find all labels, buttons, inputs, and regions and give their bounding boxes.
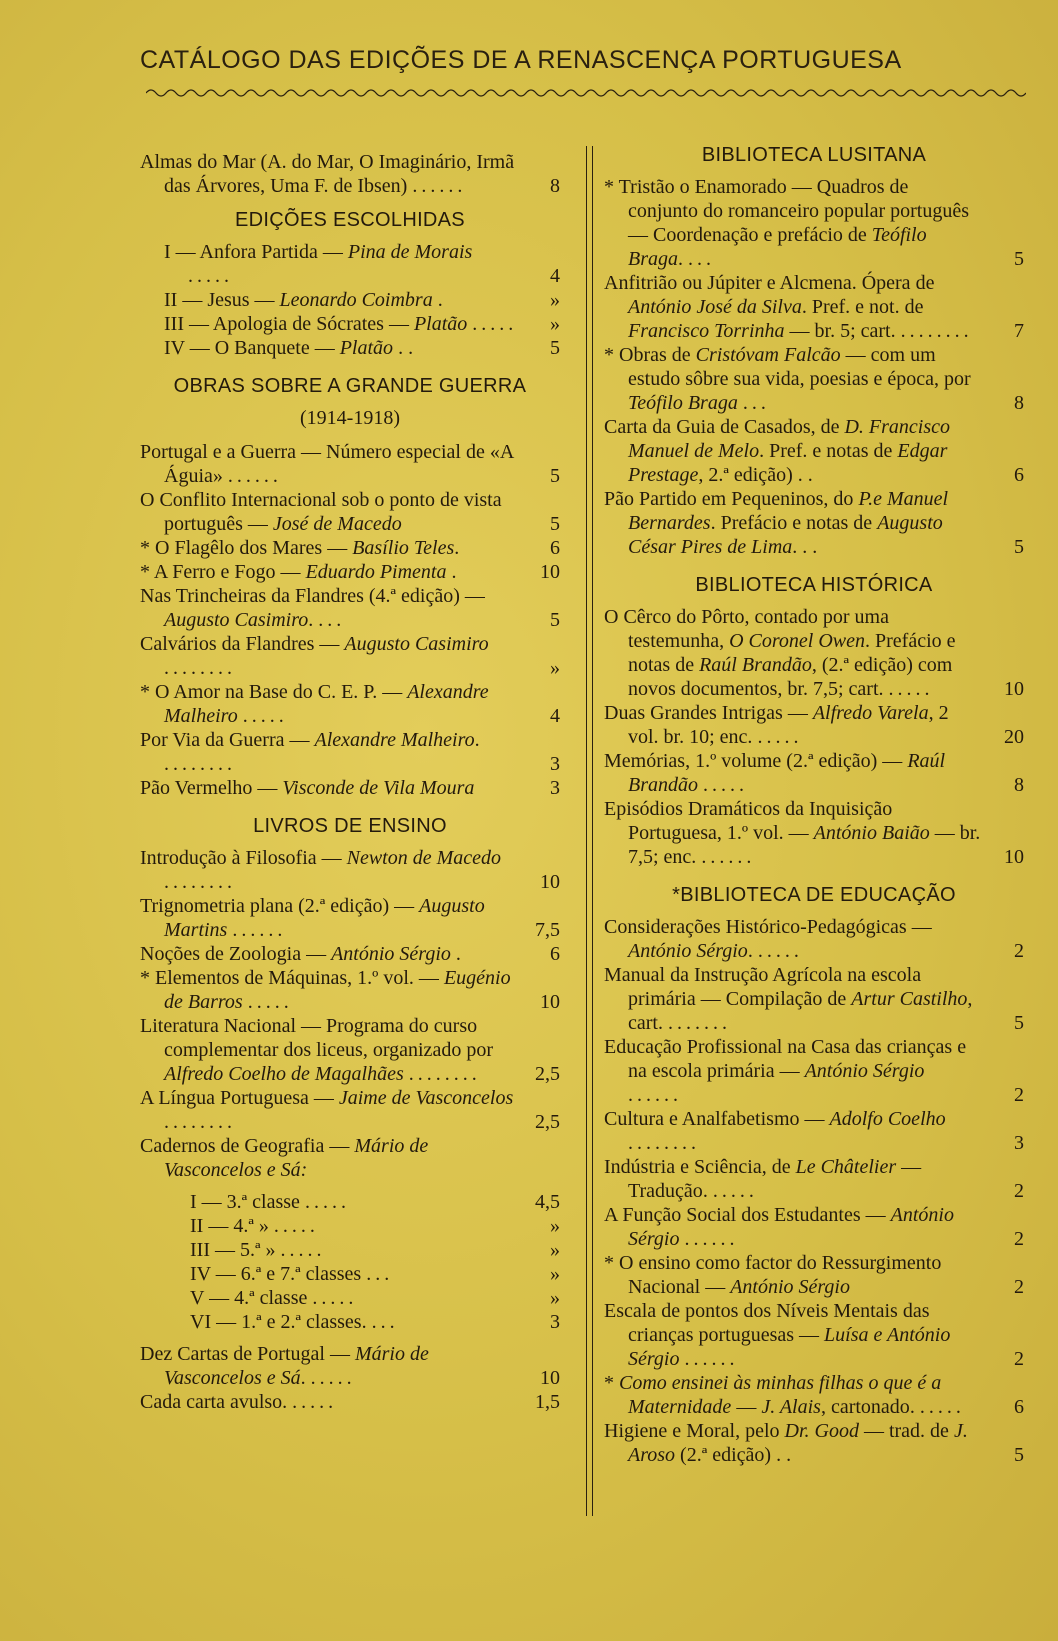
- section-heading: OBRAS SOBRE A GRANDE GUERRA: [173, 375, 527, 397]
- catalog-entry: Calvários da Flandres — Augusto Casimiro ........ »: [140, 633, 560, 679]
- catalog-entry: III — Apologia de Sócrates — Platão ..... »: [164, 313, 560, 335]
- catalog-entry: Almas do Mar (A. do Mar, O Imaginário, Irmã das Árvores, Uma F. de Ibsen) ...... 8: [140, 151, 560, 197]
- catalog-entry: Educação Profissional na Casa das crianças e na escola primária — António Sérgio ...... 2: [604, 1036, 1024, 1106]
- catalog-entry: IV — O Banquete — Platão . . 5: [164, 337, 560, 359]
- catalog-entry: Cadernos de Geografia — Mário de Vasconcelos e Sá:: [140, 1135, 429, 1181]
- catalog-entry: Dez Cartas de Portugal — Mário de Vasconcelos e Sá. ..... 10: [140, 1343, 560, 1389]
- catalog-entry: Higiene e Moral, pelo Dr. Good — trad. de J. Aroso (2.ª edição) . . 5: [604, 1420, 1024, 1466]
- catalog-entry: Noções de Zoologia — António Sérgio . 6: [140, 943, 560, 965]
- catalog-entry: Episódios Dramáticos da Inquisição Portuguesa, 1.º vol. — António Baião — br. 7,5; enc. ...... 10: [604, 798, 1024, 868]
- catalog-entry: * O ensino como factor do Ressurgimento Nacional — António Sérgio 2: [604, 1252, 1024, 1298]
- catalog-subentry: I — 3.ª classe ..... 4,5: [190, 1191, 560, 1213]
- catalog-entry: Portugal e a Guerra — Número especial de «A Águia» ...... 5: [140, 441, 560, 487]
- catalog-entry: Carta da Guia de Casados, de D. Francisco Manuel de Melo. Pref. e notas de Edgar Prestage, 2.ª edição) . . 6: [604, 416, 1024, 486]
- catalog-entry: Manual da Instrução Agrícola na escola primária — Compilação de Artur Castilho, cart. ....... 5: [604, 964, 1024, 1034]
- section-heading: BIBLIOTECA HISTÓRICA: [695, 574, 933, 596]
- catalog-entry: Escala de pontos dos Níveis Mentais das crianças portuguesas — Luísa e António Sérgio ...... 2: [604, 1300, 1024, 1370]
- catalog-entry: Memórias, 1.º volume (2.ª edição) — Raúl Brandão ..... 8: [604, 750, 1024, 796]
- catalog-entry: Por Via da Guerra — Alexandre Malheiro. ........ 3: [140, 729, 560, 775]
- catalog-entry: * Obras de Cristóvam Falcão — com um estudo sôbre sua vida, poesias e época, por Teófilo Braga ... 8: [604, 344, 1024, 414]
- catalog-entry: * A Ferro e Fogo — Eduardo Pimenta . 10: [140, 561, 560, 583]
- catalog-entry: O Conflito Internacional sob o ponto de vista português — José de Macedo 5: [140, 489, 560, 535]
- catalog-entry: * O Amor na Base do C. E. P. — Alexandre Malheiro ..... 4: [140, 681, 560, 727]
- catalog-entry: * Tristão o Enamorado — Quadros de conjunto do romanceiro popular português — Coordenação e prefácio de Teófilo Braga. ... 5: [604, 176, 1024, 270]
- catalog-entry: A Língua Portuguesa — Jaime de Vasconcelos ........ 2,5: [140, 1087, 560, 1133]
- catalog-entry: A Função Social dos Estudantes — António Sérgio ...... 2: [604, 1204, 1024, 1250]
- catalog-entry: Introdução à Filosofia — Newton de Macedo ........ 10: [140, 847, 560, 893]
- catalog-subentry: VI — 1.ª e 2.ª classes. ... 3: [190, 1311, 560, 1333]
- catalog-subentry: IV — 6.ª e 7.ª classes ... »: [190, 1263, 560, 1285]
- catalog-entry: * Como ensinei às minhas filhas o que é a Maternidade — J. Alais, cartonado. ..... 6: [604, 1372, 1024, 1418]
- section-heading: *BIBLIOTECA DE EDUCAÇÃO: [672, 884, 956, 906]
- column-divider: [586, 146, 593, 1516]
- section-heading: LIVROS DE ENSINO: [253, 815, 447, 837]
- catalog-entry: Considerações Histórico-Pedagógicas — António Sérgio. ..... 2: [604, 916, 1024, 962]
- catalog-entry: Cultura e Analfabetismo — Adolfo Coelho ........ 3: [604, 1108, 1024, 1154]
- catalog-entry: Trignometria plana (2.ª edição) — Augusto Martins ...... 7,5: [140, 895, 560, 941]
- catalog-entry: * Elementos de Máquinas, 1.º vol. — Eugénio de Barros ..... 10: [140, 967, 560, 1013]
- catalog-entry: I — Anfora Partida — Pina de Morais ..... 4: [164, 241, 560, 287]
- catalog-subentry: V — 4.ª classe ..... »: [190, 1287, 560, 1309]
- catalog-entry: Pão Partido em Pequeninos, do P.e Manuel Bernardes. Prefácio e notas de Augusto César Pires de Lima. . . 5: [604, 488, 1024, 558]
- section-heading: EDIÇÕES ESCOLHIDAS: [235, 209, 465, 231]
- catalog-entry: Pão Vermelho — Visconde de Vila Moura 3: [140, 777, 560, 799]
- section-heading: BIBLIOTECA LUSITANA: [701, 144, 927, 166]
- catalog-entry: Duas Grandes Intrigas — Alfredo Varela, 2 vol. br. 10; enc. ..... 20: [604, 702, 1024, 748]
- catalog-entry: Indústria e Sciência, de Le Châtelier — Tradução. ..... 2: [604, 1156, 1024, 1202]
- catalog-subentry: II — 4.ª » ..... »: [190, 1215, 560, 1237]
- catalog-entry: Nas Trincheiras da Flandres (4.ª edição) — Augusto Casimiro. ... 5: [140, 585, 560, 631]
- catalog-entry: O Cêrco do Pôrto, contado por uma testemunha, O Coronel Owen. Prefácio e notas de Raúl Brandão, (2.ª edição) com novos documentos, br. 7,5; cart. ..... 10: [604, 606, 1024, 700]
- left-column: [140, 150, 560, 1414]
- right-column: [604, 143, 1024, 1467]
- catalog-entry: Anfitrião ou Júpiter e Alcmena. Ópera de António José da Silva. Pref. e not. de Francisco Torrinha — br. 5; cart. ........ 7: [604, 272, 1024, 342]
- wavy-rule: [146, 86, 1026, 100]
- section-subheading: (1914-1918): [300, 407, 400, 429]
- catalog-entry: Cada carta avulso. ..... 1,5: [140, 1391, 560, 1413]
- catalog-entry: Literatura Nacional — Programa do curso complementar dos liceus, organizado por Alfredo Coelho de Magalhães ........ 2,5: [140, 1015, 560, 1085]
- catalog-subentry: III — 5.ª » ..... »: [190, 1239, 560, 1261]
- catalog-entry: II — Jesus — Leonardo Coimbra . »: [164, 289, 560, 311]
- catalog-entry: * O Flagêlo dos Mares — Basílio Teles. 6: [140, 537, 560, 559]
- page-title: CATÁLOGO DAS EDIÇÕES DE A RENASCENÇA PORTUGUESA: [140, 46, 902, 74]
